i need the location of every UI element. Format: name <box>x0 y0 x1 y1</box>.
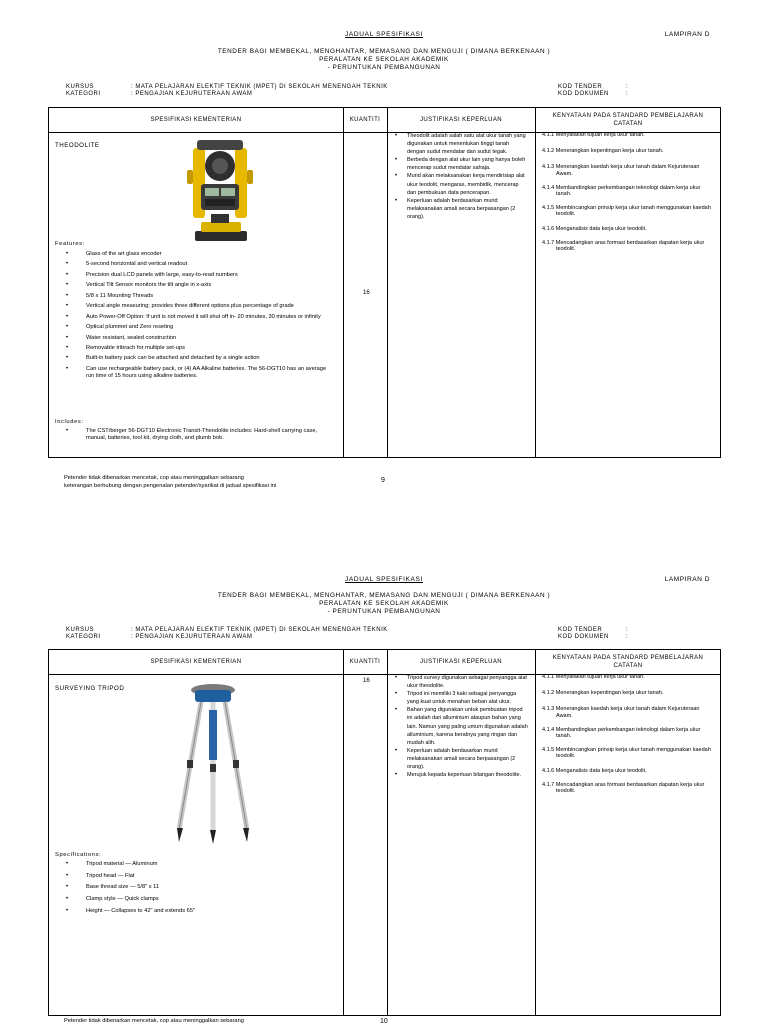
includes-heading: Includes: <box>55 419 84 425</box>
schedule-heading: JADUAL SPESIFIKASI <box>345 31 423 38</box>
justification-item: • Murid akan melaksanakan kerja mendirisiap alat ukur teodolit, mengaras, membidik, mencerap dan pembukuan data pencerapan. <box>392 172 528 196</box>
category-label: KATEGORI <box>66 634 101 640</box>
standard-item: 4.1.6 Menganalisis data kerja ukur teodolit. <box>542 225 647 232</box>
justification-list <box>392 132 528 221</box>
standard-item: 4.1.4 Membandingkan perkembangan teknologi dalam kerja ukur tanah. <box>542 726 701 740</box>
document-code-value: : <box>626 634 629 640</box>
category-label: KATEGORI <box>66 91 101 97</box>
justification-item: • Bahan yang digunakan untuk pembuatan tripod ini adalah dari alluminium ataupun bahan yang lain. Namun yang paling umum digunakan adalah alluminium, karena beratnya yang ringan dan mudah alih. <box>392 706 528 746</box>
feature-item: • Precision dual LCD panels with large, easy-to-read numbers <box>55 272 335 279</box>
justification-list <box>392 674 528 779</box>
specifications-list <box>55 861 335 919</box>
header-quantity: KUANTITI <box>349 117 381 123</box>
category-value: : PENGAJIAN KEJURUTERAAN AWAM <box>131 91 253 97</box>
header-justification: JUSTIFIKASI KEPERLUAN <box>419 117 503 123</box>
tender-title: TENDER BAGI MEMBEKAL, MENGHANTAR, MEMASANG DAN MENGUJI ( DIMANA BERKENAAN ) <box>217 48 551 55</box>
header-specification: SPESIFIKASI KEMENTERIAN <box>150 659 242 665</box>
tender-subtitle: PERALATAN KE SEKOLAH AKADEMIK <box>319 600 449 607</box>
standard-item: 4.1.5 Membincangkan prinsip kerja ukur tanah menggunakan kaedah teodolit. <box>542 747 711 760</box>
course-label: KURSUS <box>66 627 95 633</box>
item-name: THEODOLITE <box>55 142 100 149</box>
features-list <box>55 251 335 383</box>
standard-item: 4.1.2 Menerangkan kepentingan kerja ukur tanah. <box>542 690 664 697</box>
quantity-value: 16 <box>363 290 370 296</box>
standard-item: 4.1.6 Menganalisis data kerja ukur teodolit. <box>542 767 647 774</box>
standard-item: 4.1.3 Menerangkan kaedah kerja ukur tanah dalam Kejuruteraan Awam. <box>542 706 700 719</box>
feature-item: • Glass of the art glass encoder <box>55 251 335 258</box>
justification-item: • Merujuk kepada keperluan bilangan theodolite. <box>392 771 528 779</box>
feature-item: • Optical plummet and Zero reseting <box>55 324 335 331</box>
appendix-label: LAMPIRAN D <box>664 576 710 583</box>
specification-table <box>48 107 721 458</box>
standard-item: 4.1.5 Membincangkan prinsip kerja ukur tanah menggunakan kaedah teodolit. <box>542 205 711 218</box>
standard-item: 4.1.3 Menerangkan kaedah kerja ukur tanah dalam Kejuruteraan Awam. <box>542 164 700 177</box>
specification-item: • Base thread size — 5/8" x 11 <box>55 884 335 891</box>
schedule-heading: JADUAL SPESIFIKASI <box>345 576 423 583</box>
justification-item: • Theodolit adalah salah satu alat ukur tanah yang digunakan untuk menentukan tinggi tanah dengan sudut mendatar dan sudut tegak. <box>392 132 528 156</box>
feature-item: • 5-second horizontal and vertical readout <box>55 261 335 268</box>
theodolite-image <box>187 136 253 246</box>
footer-note-line-1: Petender tidak dibenarkan mencetak, cop atau meninggalkan sebarang <box>64 475 244 481</box>
tender-code-label: KOD TENDER <box>558 84 603 90</box>
justification-item: • Keperluan adalah berdasarkan murid melaksanakan amali secara berpasangan (2 orang). <box>392 747 528 771</box>
feature-item: • Auto Power-Off Option: If unit is not moved it will shut off in- 20 minutes, 30 minutes or infinity <box>55 314 335 321</box>
header-remarks: KENYATAAN PADA STANDARD PEMBELAJARAN CATATAN <box>552 655 704 669</box>
tender-subtitle: PERALATAN KE SEKOLAH AKADEMIK <box>319 56 449 63</box>
category-value: : PENGAJIAN KEJURUTERAAN AWAM <box>131 634 253 640</box>
standard-item: 4.1.4 Membandingkan perkembangan teknologi dalam kerja ukur tanah. <box>542 184 701 198</box>
tender-allocation: - PERUNTUKAN PEMBANGUNAN <box>327 608 441 615</box>
tender-title: TENDER BAGI MEMBEKAL, MENGHANTAR, MEMASANG DAN MENGUJI ( DIMANA BERKENAAN ) <box>217 592 551 599</box>
tripod-image <box>173 680 253 846</box>
justification-item: • Keperluan adalah berdasarkan murid melaksanakan amali secara berpasangan (2 orang). <box>392 197 528 221</box>
header-quantity: KUANTITI <box>349 659 381 665</box>
header-specification: SPESIFIKASI KEMENTERIAN <box>150 117 242 123</box>
document-page-10 <box>0 555 768 1024</box>
specification-item: • Clamp style — Quick clamps <box>55 896 335 903</box>
specification-table <box>48 649 721 1016</box>
document-code-value: : <box>626 91 629 97</box>
page-number: 10 <box>380 1018 388 1025</box>
feature-item: • Water resistant, sealed construction <box>55 335 335 342</box>
includes-list <box>55 428 335 446</box>
standard-item: 4.1.7 Mencadangkan aras formasi berdasarkan dapatan kerja ukur teodolit. <box>542 781 705 795</box>
specification-item: • Tripod head — Flat <box>55 873 335 880</box>
justification-item: • Tripod ini memiliki 3 kaki sebagai penyangga yang kuat untuk menahan beban alat ukur. <box>392 690 528 706</box>
feature-item: • Built-in battery pack can be attached and detached by a single action <box>55 355 335 362</box>
standard-item: 4.1.7 Mencadangkan aras formasi berdasarkan dapatan kerja ukur teodolit. <box>542 239 705 253</box>
footer-note-line-2: keterangan berhubung dengan pengenalan petender/syarikat di jadual spesifikasi ini <box>64 483 277 489</box>
standard-item: 4.1.1 Menyatakan tujuan kerja ukur tanah. <box>542 132 645 138</box>
justification-item: • Tripod survey digunakan sebagai penyangga alat ukur theodolite. <box>392 674 528 690</box>
feature-item: • Can use rechargeable battery pack, or (4) AA Alkaline batteries. The 56-DGT10 has an average run time of 15 hours using alkaline batteries. <box>55 366 335 380</box>
item-name: SURVEYING TRIPOD <box>55 685 125 692</box>
document-code-label: KOD DOKUMEN <box>558 634 609 640</box>
appendix-label: LAMPIRAN D <box>664 31 710 38</box>
standard-item: 4.1.2 Menerangkan kepentingan kerja ukur tanah. <box>542 148 664 155</box>
specification-item: • Tripod material — Aluminum <box>55 861 335 868</box>
tender-code-value: : <box>626 627 629 633</box>
course-value: : MATA PELAJARAN ELEKTIF TEKNIK (MPET) DI SEKOLAH MENENGAH TEKNIK <box>131 627 388 633</box>
standard-item: 4.1.1 Menyatakan tujuan kerja ukur tanah. <box>542 674 645 680</box>
page-number: 9 <box>381 477 385 484</box>
footer-note-line-1: Petender tidak dibenarkan mencetak, cop atau meninggalkan sebarang <box>64 1018 244 1024</box>
learning-standards-list <box>542 132 717 252</box>
quantity-value: 16 <box>363 678 370 684</box>
tender-allocation: - PERUNTUKAN PEMBANGUNAN <box>327 64 441 71</box>
feature-item: • Vertical angle measuring; provides three different options plus percentage of grade <box>55 303 335 310</box>
document-code-label: KOD DOKUMEN <box>558 91 609 97</box>
header-justification: JUSTIFIKASI KEPERLUAN <box>419 659 503 665</box>
tender-code-value: : <box>626 84 629 90</box>
header-remarks: KENYATAAN PADA STANDARD PEMBELAJARAN CATATAN <box>552 113 704 127</box>
features-heading: Features: <box>55 241 85 247</box>
justification-item: • Berbeda dengan alat ukur lain yang hanya boleh mencerap sudut mendatar sahaja. <box>392 156 528 172</box>
feature-item: • Removable tribrach for multiple set-ups <box>55 345 335 352</box>
feature-item: • 5/8 x 11 Mounting Threads <box>55 293 335 300</box>
include-item: • The CST/berger 56-DGT10 Electronic Transit-Theodolite includes: Hard-shell carrying case, manual, batteries, tool kit, drying cloth, and plumb bob. <box>55 428 335 442</box>
tender-code-label: KOD TENDER <box>558 627 603 633</box>
specifications-heading: Specifications: <box>55 852 102 858</box>
course-label: KURSUS <box>66 84 95 90</box>
course-value: : MATA PELAJARAN ELEKTIF TEKNIK (MPET) DI SEKOLAH MENENGAH TEKNIK <box>131 84 388 90</box>
feature-item: • Vertical Tilt Sensor monitors the tilt angle in x-axis <box>55 282 335 289</box>
learning-standards-list <box>542 674 717 794</box>
specification-item: • Height — Collapses to 42" and extends 65" <box>55 908 335 915</box>
